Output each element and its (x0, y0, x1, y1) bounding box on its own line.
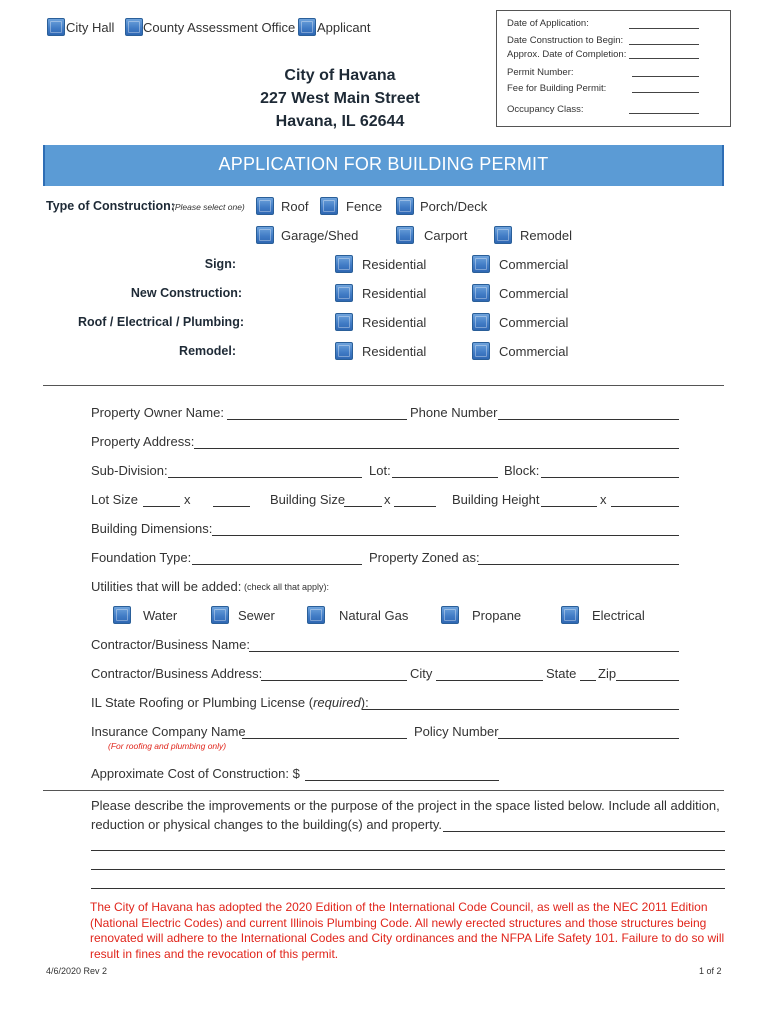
zip-label: Zip (598, 666, 617, 681)
license-label-end: ): (360, 695, 369, 710)
applicant-checkbox[interactable] (298, 18, 316, 36)
new-commercial-label: Commercial (499, 286, 569, 301)
description-line-2[interactable] (91, 850, 725, 851)
owner-name-label: Property Owner Name: (91, 405, 224, 420)
remodel-commercial-checkbox[interactable] (472, 342, 490, 360)
insurance-company-field[interactable] (242, 738, 407, 739)
sign-commercial-checkbox[interactable] (472, 255, 490, 273)
applicant-label: Applicant (317, 20, 371, 35)
permit-number-field[interactable] (632, 76, 699, 77)
lot-size-x: x (184, 492, 191, 507)
electrical-label: Electrical (592, 608, 645, 623)
date-begin-field[interactable] (629, 44, 699, 45)
license-field[interactable] (362, 709, 679, 710)
roof-electrical-plumbing-row-label: Roof / Electrical / Plumbing: (78, 315, 244, 329)
sign-residential-label: Residential (362, 257, 427, 272)
new-commercial-checkbox[interactable] (472, 284, 490, 302)
new-residential-label: Residential (362, 286, 427, 301)
block-field[interactable] (541, 477, 679, 478)
contractor-name-label: Contractor/Business Name: (91, 637, 250, 652)
rep-commercial-checkbox[interactable] (472, 313, 490, 331)
property-address-field[interactable] (194, 448, 679, 449)
fence-label: Fence (346, 199, 383, 214)
state-label: State (546, 666, 577, 681)
license-required: required (313, 695, 361, 710)
section-divider-2 (43, 790, 724, 791)
remodel-residential-label: Residential (362, 344, 427, 359)
remodel-commercial-label: Commercial (499, 344, 569, 359)
county-assessment-checkbox[interactable] (125, 18, 143, 36)
approx-cost-label: Approximate Cost of Construction: $ (91, 766, 300, 781)
building-height-label: Building Height (452, 492, 540, 507)
utilities-hint: (check all that apply): (244, 582, 330, 592)
property-address-label: Property Address: (91, 434, 195, 449)
city-field[interactable] (436, 680, 543, 681)
building-height-1-field[interactable] (541, 506, 597, 507)
contractor-name-field[interactable] (249, 651, 679, 652)
lot-label: Lot: (369, 463, 391, 478)
city-hall-checkbox[interactable] (47, 18, 65, 36)
city-hall-label: City Hall (66, 20, 115, 35)
building-size-length-field[interactable] (394, 506, 436, 507)
description-line-3[interactable] (91, 869, 725, 870)
building-dimensions-label: Building Dimensions: (91, 521, 213, 536)
foundation-type-field[interactable] (192, 564, 362, 565)
approx-cost-field[interactable] (305, 780, 499, 781)
new-construction-row-label: New Construction: (130, 286, 242, 300)
building-height-2-field[interactable] (611, 506, 679, 507)
sewer-checkbox[interactable] (211, 606, 229, 624)
remodel-residential-checkbox[interactable] (335, 342, 353, 360)
remodel-option-label: Remodel (520, 228, 573, 243)
lot-size-label: Lot Size (91, 492, 138, 507)
date-completion-field[interactable] (629, 58, 699, 59)
date-begin-label: Date Construction to Begin: (507, 35, 624, 46)
roof-label: Roof (281, 199, 309, 214)
property-zoned-field[interactable] (478, 564, 679, 565)
fence-checkbox[interactable] (320, 197, 338, 215)
construction-type-label: Type of Construction: (46, 199, 175, 213)
rep-commercial-label: Commercial (499, 315, 569, 330)
sign-row-label: Sign: (204, 257, 236, 271)
policy-number-label: Policy Number (414, 724, 499, 739)
describe-instructions-2: reduction or physical changes to the building(s) and property. (91, 817, 442, 832)
city-zip: Havana, IL 62644 (275, 113, 405, 130)
description-line-4[interactable] (91, 888, 725, 889)
garage-shed-label: Garage/Shed (281, 228, 359, 243)
license-label-start: IL State Roofing or Plumbing License ( (91, 695, 314, 710)
license-label (91, 695, 369, 710)
permit-fee-label: Fee for Building Permit: (507, 83, 607, 94)
carport-checkbox[interactable] (396, 226, 414, 244)
describe-instructions-1: Please describe the improvements or the purpose of the project in the space listed below. Include all addition, (91, 798, 720, 813)
phone-number-field[interactable] (498, 419, 679, 420)
propane-label: Propane (472, 608, 522, 623)
sewer-label: Sewer (238, 608, 275, 623)
garage-shed-checkbox[interactable] (256, 226, 274, 244)
form-title: APPLICATION FOR BUILDING PERMIT (218, 154, 549, 174)
zip-field[interactable] (616, 680, 679, 681)
office-use-box (496, 10, 731, 127)
building-size-width-field[interactable] (344, 506, 382, 507)
description-line-1[interactable] (443, 831, 725, 832)
carport-label: Carport (424, 228, 468, 243)
city-street: 227 West Main Street (260, 90, 420, 107)
remodel-option-checkbox[interactable] (494, 226, 512, 244)
contractor-address-label: Contractor/Business Address: (91, 666, 263, 681)
propane-checkbox[interactable] (441, 606, 459, 624)
natural-gas-label: Natural Gas (339, 608, 409, 623)
county-assessment-label: County Assessment Office (143, 20, 296, 35)
insurance-company-label: Insurance Company Name (91, 724, 246, 739)
permit-number-label: Permit Number: (507, 67, 574, 78)
porch-deck-checkbox[interactable] (396, 197, 414, 215)
lot-size-length-field[interactable] (213, 506, 250, 507)
page-number: 1 of 2 (699, 966, 722, 976)
sign-commercial-label: Commercial (499, 257, 569, 272)
lot-size-width-field[interactable] (143, 506, 180, 507)
water-checkbox[interactable] (113, 606, 131, 624)
city-name: City of Havana (284, 67, 396, 84)
porch-deck-label: Porch/Deck (420, 199, 488, 214)
occupancy-class-field[interactable] (629, 113, 699, 114)
date-of-application-field[interactable] (629, 28, 699, 29)
remodel-row-label: Remodel: (179, 344, 236, 358)
lot-field[interactable] (392, 477, 498, 478)
construction-type-hint: (Please select one) (172, 202, 245, 212)
subdivision-field[interactable] (168, 477, 362, 478)
rep-residential-label: Residential (362, 315, 427, 330)
phone-number-label: Phone Number (410, 405, 498, 420)
utilities-label: Utilities that will be added: (91, 579, 242, 594)
date-completion-label: Approx. Date of Completion: (507, 49, 627, 60)
building-size-label: Building Size (270, 492, 346, 507)
water-label: Water (143, 608, 178, 623)
city-label: City (410, 666, 433, 681)
property-zoned-label: Property Zoned as: (369, 550, 480, 565)
building-size-x: x (384, 492, 391, 507)
block-label: Block: (504, 463, 540, 478)
foundation-type-label: Foundation Type: (91, 550, 192, 565)
permit-fee-field[interactable] (632, 92, 699, 93)
electrical-checkbox[interactable] (561, 606, 579, 624)
state-field[interactable] (580, 680, 596, 681)
owner-name-field[interactable] (227, 419, 407, 420)
rep-residential-checkbox[interactable] (335, 313, 353, 331)
building-height-x: x (600, 492, 607, 507)
natural-gas-checkbox[interactable] (307, 606, 325, 624)
title-banner (43, 145, 724, 186)
occupancy-class-label: Occupancy Class: (507, 104, 584, 115)
insurance-note: (For roofing and plumbing only) (108, 741, 227, 751)
section-divider (43, 385, 724, 386)
revision-date: 4/6/2020 Rev 2 (46, 966, 108, 976)
building-dimensions-field[interactable] (212, 535, 679, 536)
contractor-address-field[interactable] (261, 680, 407, 681)
code-compliance-notice: The City of Havana has adopted the 2020 Edition of the International Code Council, as well as the NEC 2011 Edition (National Electric Codes) and current Illinois Plumbing Code. All newly erected structures and those structures being renovated will adhere to the International Codes and City ordinances and the NFPA Life Safety 101. Failure to do so will result in fines and the revocation of this permit. (90, 900, 725, 961)
date-of-application-label: Date of Application: (507, 18, 589, 29)
subdivision-label: Sub-Division: (91, 463, 168, 478)
new-residential-checkbox[interactable] (335, 284, 353, 302)
roof-checkbox[interactable] (256, 197, 274, 215)
policy-number-field[interactable] (498, 738, 679, 739)
sign-residential-checkbox[interactable] (335, 255, 353, 273)
